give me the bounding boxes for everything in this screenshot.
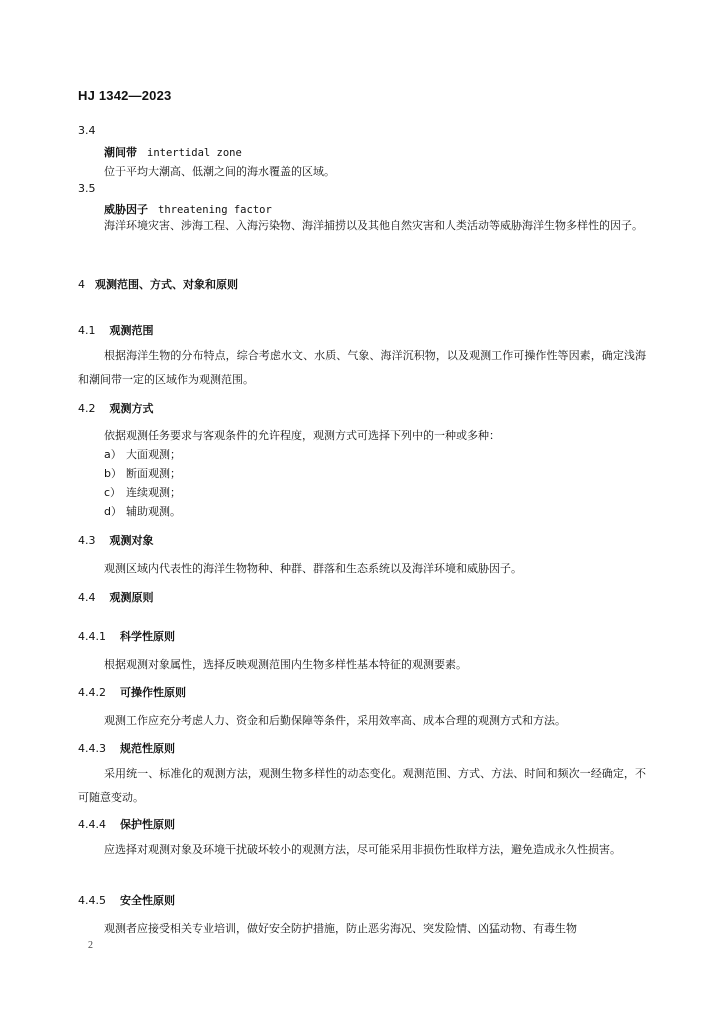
heading-title: 观测方式: [109, 402, 154, 415]
list-item-label: b）: [104, 467, 122, 480]
paragraph-4-4-1: 根据观测对象属性，选择反映观测范围内生物多样性基本特征的观测要素。: [104, 658, 467, 671]
section-heading-4-1: [78, 322, 154, 338]
list-item: [104, 503, 181, 519]
section-heading-4-4: [78, 589, 154, 605]
term-3-4: [104, 144, 242, 160]
paragraph-4-2: 依据观测任务要求与客观条件的允许程度，观测方式可选择下列中的一种或多种：: [104, 429, 500, 442]
list-item: [104, 465, 181, 481]
heading-number: 4.4.1: [78, 630, 106, 643]
heading-title: 保护性原则: [120, 818, 175, 831]
clause-number-3-5: 3.5: [78, 182, 96, 195]
section-heading-4: [78, 276, 238, 292]
term-en: threatening factor: [158, 204, 272, 216]
list-item-text: 大面观测；: [126, 448, 181, 461]
list-item-label: a）: [104, 448, 122, 461]
list-item-label: c）: [104, 486, 122, 499]
paragraph-4-4-2: 观测工作应充分考虑人力、资金和后勤保障等条件，采用效率高、成本合理的观测方式和方法。: [104, 714, 566, 727]
term-definition-3-4: 位于平均大潮高、低潮之间的海水覆盖的区域。: [104, 165, 335, 178]
heading-number: 4.4.3: [78, 742, 106, 755]
heading-number: 4.2: [78, 402, 96, 415]
heading-number: 4.4.2: [78, 686, 106, 699]
heading-number: 4.3: [78, 534, 96, 547]
section-heading-4-4-2: [78, 684, 186, 700]
term-zh: 威胁因子: [104, 203, 148, 216]
heading-number: 4.4.5: [78, 894, 106, 907]
section-heading-4-4-3: [78, 740, 175, 756]
heading-title: 观测对象: [109, 534, 154, 547]
paragraph-4-4-5: 观测者应接受相关专业培训，做好安全防护措施，防止恶劣海况、突发险情、凶猛动物、有毒生物: [104, 922, 577, 935]
paragraph-4-3: 观测区域内代表性的海洋生物物种、种群、群落和生态系统以及海洋环境和威胁因子。: [104, 562, 522, 575]
paragraph-4-1: 根据海洋生物的分布特点，综合考虑水文、水质、气象、海洋沉积物，以及观测工作可操作性等因素，确定浅海和潮间带一定的区域作为观测范围。: [78, 349, 646, 386]
term-zh: 潮间带: [104, 146, 137, 159]
list-item-text: 断面观测；: [126, 467, 181, 480]
heading-title: 观测范围、方式、对象和原则: [95, 278, 238, 291]
page-number: 2: [88, 940, 93, 951]
section-heading-4-4-1: [78, 628, 175, 644]
list-item: [104, 484, 181, 500]
heading-title: 可操作性原则: [120, 686, 186, 699]
heading-title: 观测范围: [109, 324, 154, 337]
heading-number: 4.4.4: [78, 818, 106, 831]
list-item-label: d）: [104, 505, 122, 518]
heading-number: 4.4: [78, 591, 96, 604]
section-heading-4-3: [78, 532, 154, 548]
clause-number-3-4: 3.4: [78, 124, 96, 137]
heading-title: 观测原则: [109, 591, 154, 604]
section-heading-4-4-4: [78, 816, 175, 832]
heading-title: 安全性原则: [120, 894, 175, 907]
term-en: intertidal zone: [147, 147, 242, 159]
paragraph-4-4-4: 应选择对观测对象及环境干扰破坏较小的观测方法，尽可能采用非损伤性取样方法，避免造成永久性损害。: [104, 843, 621, 856]
document-header: HJ 1342—2023: [78, 88, 172, 103]
heading-number: 4: [78, 278, 85, 291]
list-item-text: 连续观测；: [126, 486, 181, 499]
paragraph-4-4-3: 采用统一、标准化的观测方法，观测生物多样性的动态变化。观测范围、方式、方法、时间和频次一经确定，不可随意变动。: [78, 767, 646, 804]
term-definition-3-5: 海洋环境灾害、涉海工程、入海污染物、海洋捕捞以及其他自然灾害和人类活动等威胁海洋生物多样性的因子。: [104, 219, 643, 232]
heading-title: 科学性原则: [120, 630, 175, 643]
heading-title: 规范性原则: [120, 742, 175, 755]
list-item: [104, 446, 181, 462]
section-heading-4-2: [78, 400, 154, 416]
heading-number: 4.1: [78, 324, 96, 337]
section-heading-4-4-5: [78, 892, 175, 908]
list-item-text: 辅助观测。: [126, 505, 181, 518]
